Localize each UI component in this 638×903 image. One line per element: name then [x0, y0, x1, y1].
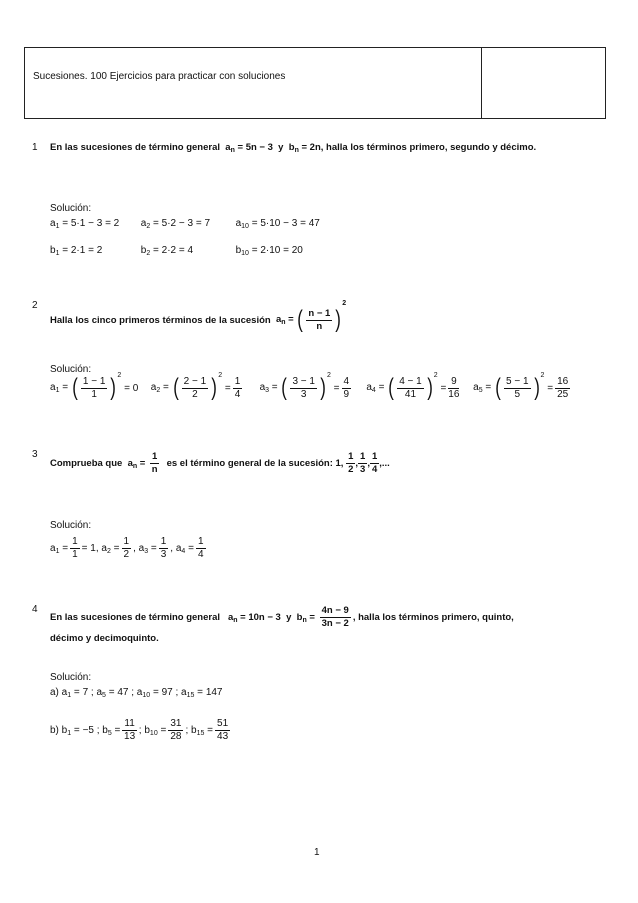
exercise-1-number: 1	[32, 142, 38, 153]
exercise-1-solution-a: $a_1 = 5\cdot 1 - 3 = 2$ $a_2 = 5\cdot 2 - 3 = 7$ $a_{10} = 5\cdot 10 - 3 = 47$	[50, 218, 320, 230]
exercise-2-question: Halla los cinco primeros términos de la sucesión $a_n$ = ( $\frac{n - 1}{n}$ )$^2$	[50, 300, 347, 334]
exercise-1-solution-b: $b_1 = 2\cdot 1 = 2$ $b_2 = 2\cdot 2 = 4$ $b_{10} = 2\cdot 10 = 20$	[50, 245, 303, 257]
exercise-3-solution-label: Solución:	[50, 520, 92, 531]
exercise-1-solution-label: Solución:	[50, 203, 92, 214]
exercise-4-question: En las sucesiones de término general $a_n = 10n - 3$ y $b_n$ = $\frac{4n - 9}{3n - 2}$ , halla los términos primero, quinto,	[50, 605, 514, 629]
exercise-1-question: En las sucesiones de término general $a_n = 5n - 3$ y $b_n = 2n$, halla los términos primero, segundo y décimo.	[50, 142, 537, 154]
exercise-3-question: Comprueba que $a_n$ = $\frac{1}{n}$ es el término general de la sucesión: 1, $\frac{1}{2}$ , $\frac{1}{3}$ , $\frac{1}{4}$ ,...	[50, 451, 390, 475]
exercise-2-number: 2	[32, 300, 38, 311]
exercise-2-solution: $a_1$ = ( $\frac{1 - 1}{1}$ )$^2$ = 0 $a_2$ = ( $\frac{2 - 1}{2}$ )$^2$ = $\frac{1}{4}$ $a_3$ = ( $\frac{3 - 1}{3}$ )$^2$ = $\frac{4}{9}$ $a_4$ = ( $\frac{4 - 1}{41}$ )$^2$ = $\frac{9}{16}$ $a_5$ = ( $\frac{5 - 1}{5}$ )$^2$ = $\frac{16}{25}$	[50, 372, 569, 402]
exercise-4-solution-label: Solución:	[50, 672, 92, 683]
exercise-4-number: 4	[32, 604, 38, 615]
exercise-3-solution: $a_1$ = $\frac{1}{1}$ = 1, $a_2$ = $\frac{1}{2}$ , $a_3$ = $\frac{1}{3}$ , $a_4$ = $\frac{1}{4}$	[50, 536, 204, 560]
exercise-2-solution-label: Solución:	[50, 364, 92, 375]
exercise-4-solution-a: a) $a_1 = 7$ ; $a_5 = 47$ ; $a_{10} = 97$ ; $a_{15} = 147$	[50, 687, 223, 699]
document-title: Sucesiones. 100 Ejercicios para practicar con soluciones	[33, 71, 286, 82]
header-box	[24, 47, 606, 119]
exercise-4-solution-b: b) $b_1 = -5$ ; $b_5$ = $\frac{11}{13}$ ; $b_{10}$ = $\frac{31}{28}$ ; $b_{15}$ = $\frac{51}{43}$	[50, 718, 229, 742]
exercise-3-number: 3	[32, 449, 38, 460]
header-divider	[481, 47, 482, 119]
exercise-4-question-line2: décimo y decimoquinto.	[50, 633, 159, 644]
page-number: 1	[314, 847, 320, 858]
